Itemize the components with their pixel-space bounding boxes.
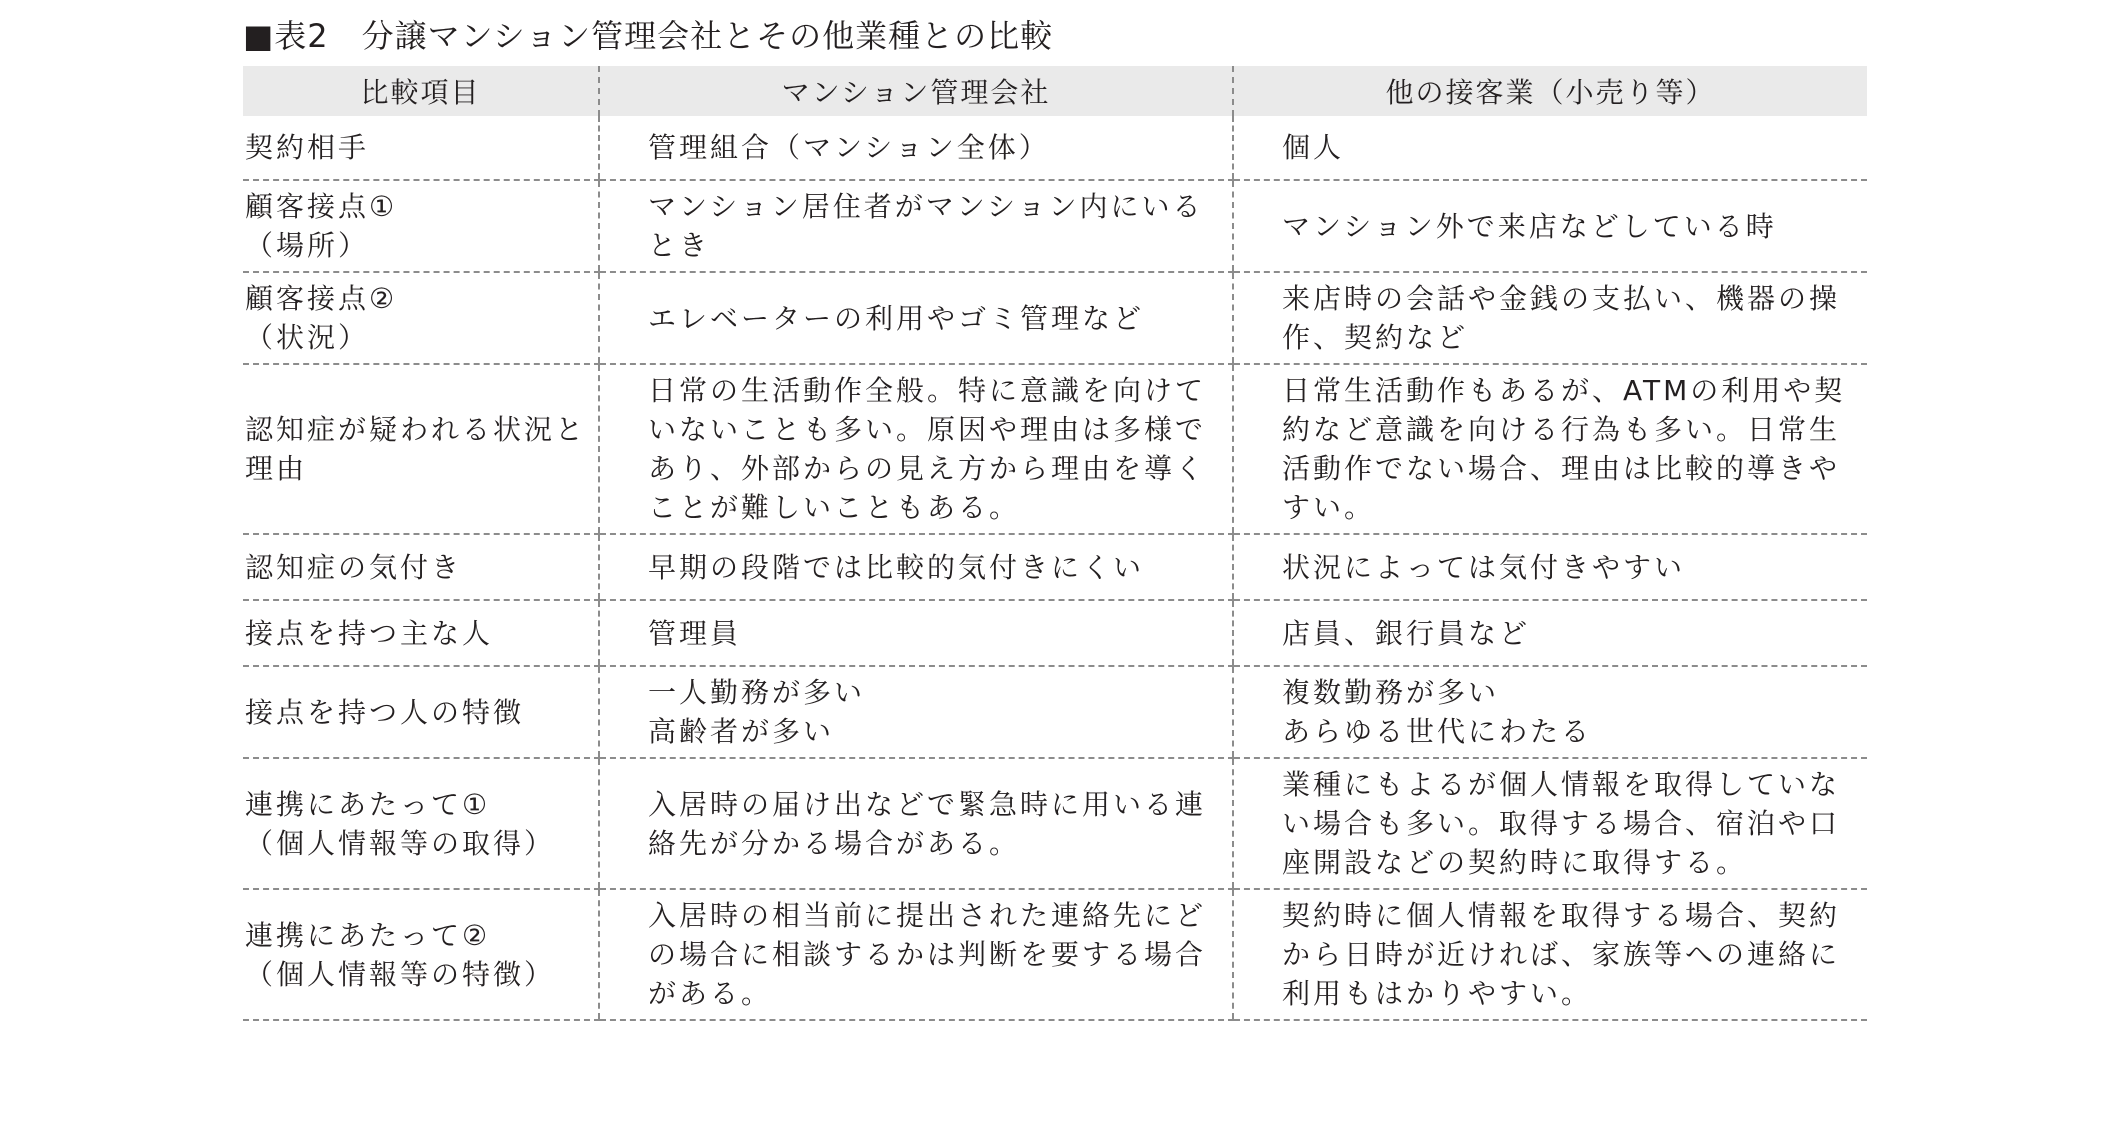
header-comparison-item: 比較項目 xyxy=(243,66,599,116)
management-company-cell xyxy=(599,180,1233,272)
item-cell xyxy=(243,364,599,534)
management-company-cell-text: 管理組合（マンション全体） xyxy=(648,131,1050,164)
item-cell xyxy=(243,758,599,889)
table-row xyxy=(243,534,1867,600)
item-cell-text: 顧客接点① （場所） xyxy=(245,190,398,262)
item-cell xyxy=(243,889,599,1020)
management-company-cell xyxy=(599,116,1233,180)
management-company-cell-text: マンション居住者がマンション内にいるとき xyxy=(648,190,1204,262)
management-company-cell xyxy=(599,758,1233,889)
management-company-cell xyxy=(599,600,1233,666)
management-company-cell xyxy=(599,666,1233,758)
management-company-cell xyxy=(599,534,1233,600)
management-company-cell-text: 一人勤務が多い 高齢者が多い xyxy=(648,676,866,748)
management-company-cell-text: 早期の段階では比較的気付きにくい xyxy=(648,550,1145,584)
table-row xyxy=(243,272,1867,364)
other-service-cell-text: 状況によっては気付きやすい xyxy=(1282,550,1686,584)
table-row xyxy=(243,666,1867,758)
item-cell-text: 接点を持つ主な人 xyxy=(245,616,494,650)
other-service-cell-text: 日常生活動作もあるが、ATMの利用や契約など意識を向ける行為も多い。日常生活動作でない場合、理由は比較的導きやすい。 xyxy=(1282,374,1846,524)
item-cell xyxy=(243,600,599,666)
management-company-cell-text: エレベーターの利用やゴミ管理など xyxy=(648,301,1145,335)
item-cell-text: 連携にあたって① （個人情報等の取得） xyxy=(245,787,556,860)
other-service-cell-text: 業種にもよるが個人情報を取得していない場合も多い。取得する場合、宿泊や口座開設などの契約時に取得する。 xyxy=(1282,768,1841,879)
other-service-cell xyxy=(1233,180,1867,272)
table-row xyxy=(243,600,1867,666)
other-service-cell-text: 来店時の会話や金銭の支払い、機器の操作、契約など xyxy=(1282,282,1841,354)
item-cell-text: 契約相手 xyxy=(245,131,370,164)
table-row xyxy=(243,116,1867,180)
management-company-cell-text: 入居時の相当前に提出された連絡先にどの場合に相談するかは判断を要する場合がある。 xyxy=(648,899,1207,1010)
other-service-cell-text: 契約時に個人情報を取得する場合、契約から日時が近ければ、家族等への連絡に利用もはかりやすい。 xyxy=(1282,899,1841,1010)
table-caption: ■表2 分譲マンション管理会社とその他業種との比較 xyxy=(243,17,1054,55)
table-header-row xyxy=(243,66,1867,116)
table-row xyxy=(243,180,1867,272)
table-row xyxy=(243,364,1867,534)
item-cell xyxy=(243,534,599,600)
header-other-service: 他の接客業（小売り等） xyxy=(1233,66,1867,116)
item-cell-text: 顧客接点② （状況） xyxy=(245,282,398,354)
item-cell xyxy=(243,116,599,180)
other-service-cell xyxy=(1233,758,1867,889)
item-cell xyxy=(243,666,599,758)
item-cell-text: 連携にあたって② （個人情報等の特徴） xyxy=(245,918,556,991)
item-cell-text: 認知症の気付き xyxy=(245,550,463,584)
management-company-cell xyxy=(599,364,1233,534)
item-cell-text: 認知症が疑われる状況と理由 xyxy=(245,413,587,485)
other-service-cell xyxy=(1233,889,1867,1020)
comparison-table xyxy=(243,66,1867,1021)
item-cell-text: 接点を持つ人の特徴 xyxy=(245,695,525,729)
other-service-cell-text: 個人 xyxy=(1282,131,1345,164)
other-service-cell-text: 店員、銀行員など xyxy=(1282,616,1531,650)
other-service-cell-text: マンション外で来店などしている時 xyxy=(1282,209,1777,243)
management-company-cell-text: 管理員 xyxy=(648,616,742,650)
item-cell xyxy=(243,180,599,272)
management-company-cell-text: 日常の生活動作全般。特に意識を向けていないことも多い。原因や理由は多様であり、外部からの見え方から理由を導くことが難しいこともある。 xyxy=(648,374,1207,524)
other-service-cell xyxy=(1233,364,1867,534)
other-service-cell-text: 複数勤務が多い あらゆる世代にわたる xyxy=(1282,676,1593,748)
other-service-cell xyxy=(1233,666,1867,758)
item-cell xyxy=(243,272,599,364)
management-company-cell xyxy=(599,889,1233,1020)
management-company-cell xyxy=(599,272,1233,364)
other-service-cell xyxy=(1233,272,1867,364)
other-service-cell xyxy=(1233,116,1867,180)
table-row xyxy=(243,758,1867,889)
management-company-cell-text: 入居時の届け出などで緊急時に用いる連絡先が分かる場合がある。 xyxy=(648,787,1207,860)
other-service-cell xyxy=(1233,534,1867,600)
table-row xyxy=(243,889,1867,1020)
header-management-company: マンション管理会社 xyxy=(599,66,1233,116)
other-service-cell xyxy=(1233,600,1867,666)
